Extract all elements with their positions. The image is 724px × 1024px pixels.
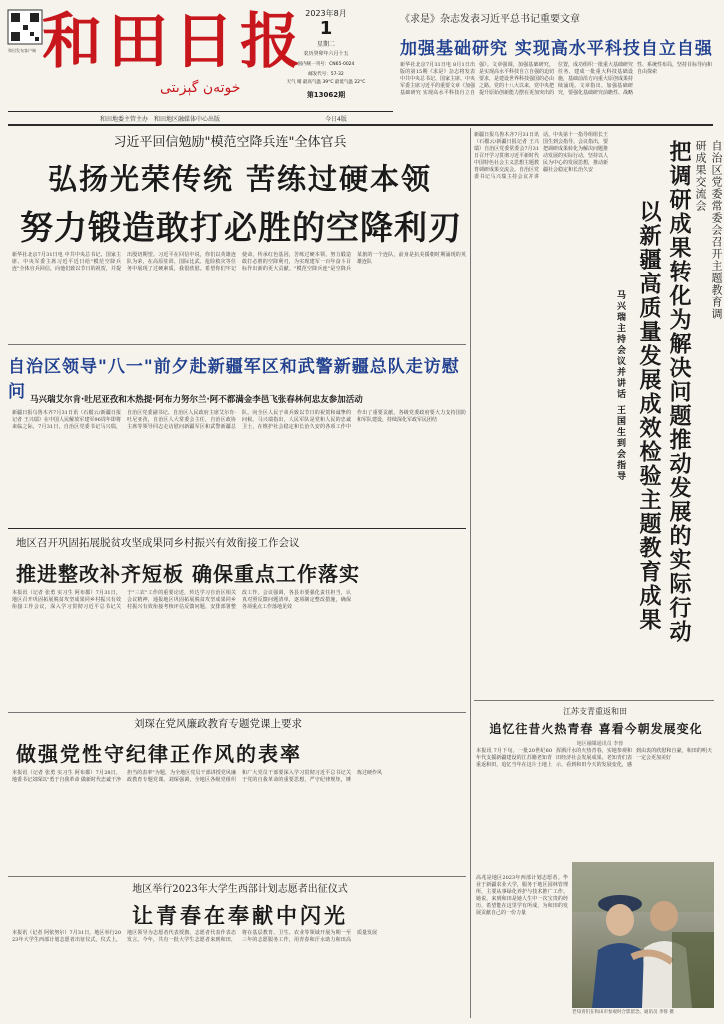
jiangsu-headline: 追忆往昔火热青春 喜看今朝发展变化 — [489, 722, 703, 736]
cn-code: 国内统一刊号：CN65-0024 — [297, 62, 355, 67]
weather: 天气 晴 最高气温 39°C 最低气温 22°C — [286, 80, 366, 85]
qr-code-icon — [8, 10, 42, 44]
top-right-body: 新华社北京7月31日电 8月1日出版的第15期《求是》杂志将发表中共中央总书记、国家主席、中央军委主席习近平的重要文章《加强基础研究 实现高水平科技自立自强》。文章强调，加强基础研究，是实现高水平科技自立自强的迫切要求，是建设世界科技强国的必由之路。党的十八大以来，党中央把提升原始创新能力摆在更加突出的位置，成功组织一批重大基础研究任务、建成一批重大科技基础设施，基础前沿方向重大原创成果持续涌现。文章指出，加强基础研究，要强化基础研究前瞻性、战略性、系统性布局，坚持目标导向和自由探索 — [400, 62, 713, 96]
news-photo — [572, 862, 714, 1008]
masthead-logo — [8, 10, 42, 60]
lead-body: 新华社北京7月31日电 中共中央总书记、国家主席、中央军委主席习近平近日给"模范空降兵连"全体官兵回信，向他们致以节日的祝贺，并提出殷切期望。习近平在回信中说，你们以英雄连队为荣，在高原驻训、国际比武、抢险救灾等任务中展现了过硬素质，我很欣慰。希望你们牢记使命，传承红色基因，苦练过硬本领，努力锻造敢打必胜的空降利刃，为实现建军一百年奋斗目标作出新的更大贡献。"模范空降兵连"是空降兵某旅的一个连队，前身是抗美援朝时期涌现的英雄连队 — [12, 252, 466, 272]
xibu-headline: 让青春在奉献中闪光 — [132, 903, 348, 928]
lead-right-kicker: 自治区党委常委会召开主题教育调研成果交流会 — [694, 140, 723, 320]
lead-headline-2: 努力锻造敢打必胜的空降利刃 — [20, 208, 462, 247]
date-day: 1 — [319, 18, 333, 39]
xiangcun-kicker: 地区召开巩固拓展脱贫攻坚成果同乡村振兴有效衔接工作会议 — [16, 537, 300, 549]
date-month: 2023年8月 — [305, 9, 347, 18]
lianzheng-rule — [8, 876, 466, 877]
xiangcun-headline: 推进整改补齐短板 确保重点工作落实 — [16, 562, 360, 586]
lead-right-headline: 以新疆高质量发展成效检验主题教育成果 — [636, 200, 662, 632]
top-right-headline: 加强基础研究 实现高水平科技自立自强 — [400, 39, 713, 59]
jiangsu-body: 本报讯 7月下旬，一批20世纪60年代支援新疆建设的江苏籍老知青重返和田，追忆当年在这片土地上挥洒汗水的火热青春，实地参观和田经济社会发展成果。老知青们表示，看到和田今天的发展变化，感到由衷的欣慰和自豪，和田的明天一定会更加美好 — [476, 748, 712, 768]
lead-headline-1: 弘扬光荣传统 苦练过硬本领 — [47, 162, 433, 196]
mid-rule — [8, 528, 466, 529]
masthead-title: 和田日报 — [42, 7, 306, 77]
bayi-headline: 自治区领导"八一"前夕赴新疆军区和武警新疆总队走访慰问 — [8, 357, 460, 402]
jiangsu-kicker: 江苏支青重返和田 — [563, 707, 627, 716]
photo-caption: 老知青们在和田市参观时合影留念。通讯员 李蓉 摄 — [572, 1010, 674, 1015]
lead-rule — [8, 344, 466, 345]
masthead-uyghur: خوتەن گېزىتى — [160, 80, 241, 96]
page-count: 今日4版 — [325, 116, 347, 123]
lead-kicker: 习近平回信勉励"模范空降兵连"全体官兵 — [113, 135, 347, 150]
xiangcun-body: 本报讯（记者 张勇 实习生 阿布都）7月31日，地区召开巩固拓展脱贫攻坚成果同乡村振兴有效衔接工作会议，深入学习贯彻习近平总书记关于"三农"工作的重要论述，传达学习自治区相关会议精神，通报地区巩固拓展脱贫攻坚成果同乡村振兴有效衔接考核评估反馈问题，安排部署整改工作。会议强调，各县市要强化责任担当，认真对照反馈问题清单，逐项制定整改措施，确保各项重点工作落地见效 — [12, 590, 351, 610]
jiangsu-byline: 地区融媒通讯员 李蓉 — [576, 741, 624, 747]
lianzheng-kicker: 刘琛在党风廉政教育专题党课上要求 — [134, 718, 302, 730]
bayi-subhead: 马兴瑞艾尔肯·吐尼亚孜和木热提·阿布力努尔兰·阿不都满金李邑飞张春林何忠友参加活动 — [30, 395, 363, 405]
xibu-kicker: 地区举行2023年大学生西部计划志愿者出征仪式 — [132, 884, 348, 895]
top-right-kicker: 《求是》杂志发表习近平总书记重要文章 — [400, 14, 580, 25]
top-rule — [8, 124, 713, 126]
date-block — [286, 8, 366, 100]
lianzheng-body: 本报讯（记者 张勇 实习生 阿布都）7月28日，地委书记刘琛以"勇于自我革命 做新时代忠诚干净担当的表率"为题，为全地区党员干部讲授党风廉政教育专题党课。刘琛强调，全地区各级党组织和广大党员干部要深入学习贯彻习近平总书记关于党的自我革命的重要思想，严守纪律规矩，锤炼过硬作风 — [12, 770, 383, 783]
bayi-body: 新疆日报乌鲁木齐7月31日讯（石榴云/新疆日报记者 王兴瑞）在中国人民解放军建军96周年即将来临之际，7月31日，自治区党委书记马兴瑞，自治区党委副书记、自治区人民政府主席艾尔肯·吐尼亚孜，自治区人大常委会主任，自治区政协主席等领导同志走访慰问新疆军区和武警新疆总队，向全区人民子弟兵致以节日的祝贺和诚挚的问候。马兴瑞指出，人民军队是党和人民的忠诚卫士，在维护社会稳定和长治久安的各项工作中作出了重要贡献，各级党委政府要大力支持国防和军队建设，持续深化军政军民团结 — [12, 410, 466, 430]
issue-number: 第13062期 — [306, 91, 346, 99]
sponsor-line: 和田地委主管主办 和田地区融媒体中心出版 — [100, 116, 221, 123]
xibu-body: 本报讯（记者 阿依努尔）7月31日，地区举行2023年大学生西部计划志愿者出征仪式。仪式上，地区领导为志愿者代表授旗，志愿者代表作表态发言。今年，共有一批大学生志愿者来到和田，将在基层教育、卫生、农业等领域开展为期一至三年的志愿服务工作，用青春和汗水助力和田高质量发展 — [12, 930, 378, 943]
elder-hug-photo-icon — [572, 862, 714, 1008]
lunar-date: 农历癸卯年六月十五 — [303, 51, 349, 57]
lead-right-headline-pre: 把调研成果转化为解决问题推动发展的实际行动 — [666, 140, 692, 644]
lead-right-body: 新疆日报乌鲁木齐7月31日讯（石榴云/新疆日报记者 王兴瑞）自治区党委常委会7月31日召开学习贯彻习近平新时代中国特色社会主义思想主题教育调研成果交流会。自治区党委书记马兴瑞主持会议并讲话。中央第十一指导组组长王国生到会指导。会议指出，要把调研成果转化为解决问题推动发展的实际行动，坚持以人民为中心的发展思想，推动新疆社会稳定和长治久安 — [474, 132, 609, 180]
lianzheng-headline: 做强党性守纪律正作风的表率 — [16, 742, 302, 766]
postal-code: 邮发代号：57-32 — [308, 72, 344, 77]
right-column-divider — [470, 128, 471, 1018]
masthead-rule — [8, 111, 393, 112]
logo-caption: 和田发布客户端 — [8, 48, 36, 53]
xiangcun-rule — [8, 712, 466, 713]
bottom-right-body: 高兆是地区2023年西部计划志愿者。毕业于新疆农业大学，服务于地区园林管理所，主要从事绿化养护与技术推广工作。她说，来到和田是她人生中一次宝贵的经历，希望能在这里学有所成，为和田的发展贡献自己的一份力量 — [476, 875, 568, 916]
right-mid-rule — [474, 700, 714, 701]
lead-right-speakers: 马兴瑞主持会议并讲话 王国生到会指导 — [615, 290, 625, 483]
weekday: 星期二 — [316, 41, 335, 48]
